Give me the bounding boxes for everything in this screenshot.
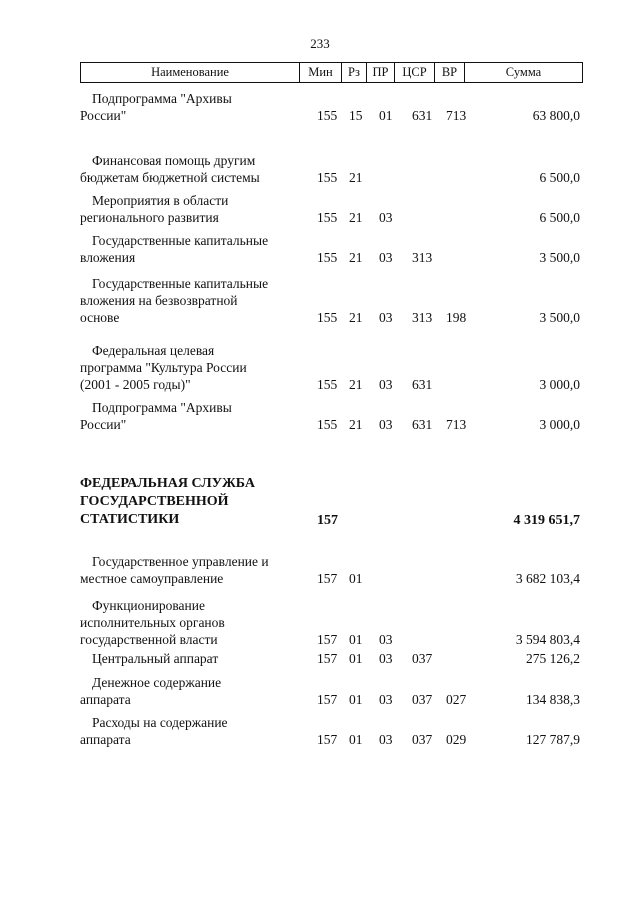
row-name-line: Денежное содержание <box>92 675 222 690</box>
table-row <box>0 650 640 667</box>
row-min: 157 <box>317 513 338 528</box>
table-header <box>80 62 583 83</box>
row-csr: 631 <box>412 417 433 432</box>
row-name-line: ГОСУДАРСТВЕННОЙ <box>80 494 229 509</box>
row-sum: 3 500,0 <box>539 310 580 325</box>
row-csr: 037 <box>412 651 433 666</box>
row-name-line: России" <box>80 108 127 123</box>
row-name <box>80 275 295 326</box>
row-sum: 3 594 803,4 <box>515 632 580 647</box>
row-name-line: Финансовая помощь другим <box>92 153 256 168</box>
row-name-line: регионального развития <box>80 210 219 225</box>
header-csr: ЦСР <box>394 63 434 82</box>
row-name-line: основе <box>80 310 120 325</box>
row-sum: 6 500,0 <box>539 210 580 225</box>
row-min: 155 <box>317 310 338 325</box>
row-name-line: программа "Культура России <box>80 360 247 375</box>
row-sum: 3 682 103,4 <box>515 571 580 586</box>
row-pr: 03 <box>379 250 393 265</box>
table-row <box>0 714 640 748</box>
row-min: 157 <box>317 571 338 586</box>
row-rz: 21 <box>349 170 363 185</box>
row-csr: 631 <box>412 108 433 123</box>
row-name-line: Федеральная целевая <box>92 343 215 358</box>
row-name-line: СТАТИСТИКИ <box>80 512 180 527</box>
row-rz: 01 <box>349 632 363 647</box>
row-min: 155 <box>317 377 338 392</box>
row-rz: 21 <box>349 310 363 325</box>
row-rz: 21 <box>349 377 363 392</box>
row-rz: 21 <box>349 210 363 225</box>
row-min: 155 <box>317 417 338 432</box>
table-row <box>0 553 640 587</box>
row-name <box>80 674 295 708</box>
row-name <box>80 714 295 748</box>
row-rz: 21 <box>349 250 363 265</box>
page-number: 233 <box>310 36 330 51</box>
row-name <box>80 475 295 529</box>
row-rz: 01 <box>349 692 363 707</box>
row-pr: 03 <box>379 377 393 392</box>
row-name <box>80 152 295 186</box>
row-name-line: местное самоуправление <box>80 571 224 586</box>
row-rz: 15 <box>349 108 363 123</box>
row-name-line: аппарата <box>80 732 131 747</box>
row-name-line: вложения на безвозвратной <box>80 293 238 308</box>
row-pr: 03 <box>379 632 393 647</box>
row-name <box>80 232 295 266</box>
row-min: 157 <box>317 732 338 747</box>
header-vr: ВР <box>434 63 464 82</box>
row-csr: 313 <box>412 310 433 325</box>
row-sum: 127 787,9 <box>526 732 580 747</box>
row-pr: 03 <box>379 651 393 666</box>
row-pr: 03 <box>379 692 393 707</box>
row-name-line: бюджетам бюджетной системы <box>80 170 260 185</box>
row-min: 155 <box>317 250 338 265</box>
row-min: 157 <box>317 692 338 707</box>
row-name-line: Подпрограмма "Архивы <box>92 400 232 415</box>
table-row <box>0 90 640 124</box>
row-sum: 134 838,3 <box>526 692 580 707</box>
row-vr: 029 <box>446 732 467 747</box>
row-min: 155 <box>317 210 338 225</box>
row-name <box>80 90 295 124</box>
row-name-line: Государственные капитальные <box>92 276 269 291</box>
row-name <box>80 342 295 393</box>
row-sum: 3 000,0 <box>539 417 580 432</box>
row-min: 155 <box>317 108 338 123</box>
table-row <box>0 275 640 326</box>
row-min: 155 <box>317 170 338 185</box>
row-name <box>80 650 295 667</box>
row-name-line: ФЕДЕРАЛЬНАЯ СЛУЖБА <box>80 476 255 491</box>
row-name-line: России" <box>80 417 127 432</box>
row-min: 157 <box>317 632 338 647</box>
row-vr: 027 <box>446 692 467 707</box>
row-name-line: аппарата <box>80 692 131 707</box>
table-row <box>0 597 640 648</box>
row-name-line: (2001 - 2005 годы)" <box>80 377 191 392</box>
row-csr: 037 <box>412 692 433 707</box>
table-row <box>0 192 640 226</box>
row-csr: 631 <box>412 377 433 392</box>
row-sum: 63 800,0 <box>532 108 580 123</box>
table-row <box>0 399 640 433</box>
row-pr: 01 <box>379 108 393 123</box>
row-sum: 275 126,2 <box>526 651 580 666</box>
row-vr: 713 <box>446 417 467 432</box>
row-name-line: вложения <box>80 250 136 265</box>
header-pr: ПР <box>366 63 394 82</box>
row-rz: 01 <box>349 571 363 586</box>
table-row <box>0 152 640 186</box>
table-row <box>0 674 640 708</box>
row-name-line: Центральный аппарат <box>92 651 219 666</box>
row-name-line: исполнительных органов <box>80 615 225 630</box>
table-row <box>0 342 640 393</box>
row-rz: 21 <box>349 417 363 432</box>
header-min: Мин <box>299 63 341 82</box>
row-name-line: Мероприятия в области <box>92 193 229 208</box>
row-pr: 03 <box>379 310 393 325</box>
row-vr: 713 <box>446 108 467 123</box>
row-name <box>80 192 295 226</box>
row-sum: 3 500,0 <box>539 250 580 265</box>
row-name-line: Подпрограмма "Архивы <box>92 91 232 106</box>
row-name <box>80 399 295 433</box>
row-pr: 03 <box>379 210 393 225</box>
row-csr: 037 <box>412 732 433 747</box>
row-name <box>80 597 295 648</box>
header-rz: Рз <box>341 63 366 82</box>
row-rz: 01 <box>349 651 363 666</box>
row-pr: 03 <box>379 732 393 747</box>
row-rz: 01 <box>349 732 363 747</box>
table-row <box>0 475 640 529</box>
row-vr: 198 <box>446 310 467 325</box>
header-name: Наименование <box>151 65 229 79</box>
row-name <box>80 553 295 587</box>
row-sum: 3 000,0 <box>539 377 580 392</box>
row-min: 157 <box>317 651 338 666</box>
row-name-line: государственной власти <box>80 632 218 647</box>
row-sum: 6 500,0 <box>539 170 580 185</box>
row-sum: 4 319 651,7 <box>513 513 580 528</box>
row-name-line: Расходы на содержание <box>92 715 228 730</box>
row-name-line: Функционирование <box>92 598 205 613</box>
row-name-line: Государственные капитальные <box>92 233 269 248</box>
row-name-line: Государственное управление и <box>92 554 269 569</box>
row-csr: 313 <box>412 250 433 265</box>
row-pr: 03 <box>379 417 393 432</box>
table-row <box>0 232 640 266</box>
header-sum: Сумма <box>464 63 582 82</box>
